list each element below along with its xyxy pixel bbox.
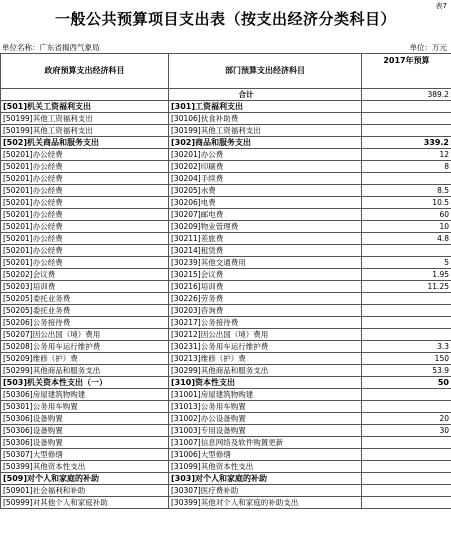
dept-item-cell: [31003]专用设备购置 (169, 425, 362, 437)
gov-item-cell: [50201]办公经费 (1, 245, 169, 257)
table-row (1, 389, 451, 401)
table-row (1, 209, 451, 221)
amount-cell (362, 293, 451, 305)
total-amount: 389.2 (362, 89, 451, 101)
dept-item-cell: [30214]租赁费 (169, 245, 362, 257)
dept-item-cell: [30239]其他交通费用 (169, 257, 362, 269)
dept-item-cell: [30204]手续费 (169, 173, 362, 185)
table-row (1, 281, 451, 293)
table-row (1, 125, 451, 137)
dept-item-cell: [30201]办公费 (169, 149, 362, 161)
table-row (1, 329, 451, 341)
gov-item-cell: [50901]社会福利和补助 (1, 485, 169, 497)
dept-item-cell: [31013]公务用车购置 (169, 401, 362, 413)
dept-item-cell: [30399]其他对个人和家庭的补助支出 (169, 497, 362, 509)
amount-cell (362, 449, 451, 461)
gov-item-cell: [50307]大型修缮 (1, 449, 169, 461)
amount-cell (362, 305, 451, 317)
dept-item-cell: [310]资本性支出 (169, 377, 362, 389)
gov-item-cell: [50201]办公经费 (1, 209, 169, 221)
table-row (1, 197, 451, 209)
gov-column-header: 政府预算支出经济科目 (1, 54, 169, 89)
amount-cell (362, 173, 451, 185)
gov-item-cell: [50208]公务用车运行维护费 (1, 341, 169, 353)
table-row (1, 485, 451, 497)
table-row (1, 149, 451, 161)
amount-cell (362, 389, 451, 401)
amount-cell (362, 485, 451, 497)
dept-item-cell: [30299]其他商品和服务支出 (169, 365, 362, 377)
gov-item-cell: [50203]培训费 (1, 281, 169, 293)
amount-cell: 10 (362, 221, 451, 233)
page-title: 一般公共预算项目支出表（按支出经济分类科目） (54, 10, 396, 28)
gov-item-cell: [50199]其他工资福利支出 (1, 125, 169, 137)
dept-item-cell: [30215]会议费 (169, 269, 362, 281)
dept-item-cell: [30216]培训费 (169, 281, 362, 293)
dept-item-cell: [31007]信息网络及软件购置更新 (169, 437, 362, 449)
dept-item-cell: [30213]维修（护）费 (169, 353, 362, 365)
gov-item-cell: [50399]其他资本性支出 (1, 461, 169, 473)
amount-cell: 30 (362, 425, 451, 437)
gov-item-cell: [50201]办公经费 (1, 173, 169, 185)
dept-item-cell: [30211]差旅费 (169, 233, 362, 245)
amount-cell: 4.8 (362, 233, 451, 245)
amount-cell: 12 (362, 149, 451, 161)
dept-item-cell: [30212]因公出国（境）费用 (169, 329, 362, 341)
gov-item-cell: [50207]因公出国（境）费用 (1, 329, 169, 341)
gov-item-cell: [50201]办公经费 (1, 197, 169, 209)
table-row (1, 185, 451, 197)
gov-item-cell: [50201]办公经费 (1, 149, 169, 161)
amount-cell: 3.3 (362, 341, 451, 353)
dept-item-cell: [30207]邮电费 (169, 209, 362, 221)
amount-cell (362, 497, 451, 509)
dept-item-cell: [30209]物业管理费 (169, 221, 362, 233)
dept-item-cell: [302]商品和服务支出 (169, 137, 362, 149)
table-row (1, 113, 451, 125)
dept-item-cell: [303]对个人和家庭的补助 (169, 473, 362, 485)
table-row (1, 305, 451, 317)
gov-item-cell: [50206]公务接待费 (1, 317, 169, 329)
amount-cell (362, 245, 451, 257)
amount-cell (362, 101, 451, 113)
dept-item-cell: [301]工资福利支出 (169, 101, 362, 113)
total-empty-cell (1, 89, 169, 101)
gov-item-cell: [50306]房屋建筑物购建 (1, 389, 169, 401)
dept-item-cell: [30202]印刷费 (169, 161, 362, 173)
gov-item-cell: [503]机关资本性支出（一） (1, 377, 169, 389)
dept-item-cell: [30206]电费 (169, 197, 362, 209)
amount-cell: 5 (362, 257, 451, 269)
category-row (1, 101, 451, 113)
table-row (1, 425, 451, 437)
table-row (1, 257, 451, 269)
gov-item-cell: [50201]办公经费 (1, 185, 169, 197)
table-row (1, 413, 451, 425)
table-row (1, 353, 451, 365)
table-row (1, 245, 451, 257)
amount-cell: 53.9 (362, 365, 451, 377)
gov-item-cell: [50306]设备购置 (1, 425, 169, 437)
dept-item-cell: [30226]劳务费 (169, 293, 362, 305)
amount-cell: 50 (362, 377, 451, 389)
amount-cell: 8.5 (362, 185, 451, 197)
expenditure-table (0, 53, 451, 509)
gov-item-cell: [50202]会议费 (1, 269, 169, 281)
amount-cell: 8 (362, 161, 451, 173)
table-row (1, 317, 451, 329)
gov-item-cell: [50201]办公经费 (1, 161, 169, 173)
total-label: 合计 (169, 89, 362, 101)
table-row (1, 221, 451, 233)
total-row (1, 89, 451, 101)
gov-item-cell: [50301]公务用车购置 (1, 401, 169, 413)
gov-item-cell: [50306]设备购置 (1, 437, 169, 449)
gov-item-cell: [50205]委托业务费 (1, 305, 169, 317)
dept-item-cell: [30231]公务用车运行维护费 (169, 341, 362, 353)
amount-cell (362, 437, 451, 449)
table-row (1, 461, 451, 473)
dept-item-cell: [30199]其他工资福利支出 (169, 125, 362, 137)
gov-item-cell: [50199]其他工资福利支出 (1, 113, 169, 125)
gov-item-cell: [509]对个人和家庭的补助 (1, 473, 169, 485)
table-row (1, 233, 451, 245)
gov-item-cell: [502]机关商品和服务支出 (1, 137, 169, 149)
table-row (1, 437, 451, 449)
table-row (1, 293, 451, 305)
category-row (1, 473, 451, 485)
gov-item-cell: [50201]办公经费 (1, 257, 169, 269)
dept-column-header: 部门预算支出经济科目 (169, 54, 362, 89)
category-row (1, 377, 451, 389)
dept-item-cell: [30106]伙食补助费 (169, 113, 362, 125)
table-header-row (1, 54, 451, 89)
category-row (1, 137, 451, 149)
amount-cell (362, 317, 451, 329)
table-row (1, 449, 451, 461)
amount-cell: 1.95 (362, 269, 451, 281)
amount-cell: 339.2 (362, 137, 451, 149)
amount-cell (362, 473, 451, 485)
dept-item-cell: [30307]医疗费补助 (169, 485, 362, 497)
dept-item-cell: [31001]房屋建筑物购建 (169, 389, 362, 401)
amount-cell: 150 (362, 353, 451, 365)
amount-cell: 20 (362, 413, 451, 425)
amount-cell (362, 113, 451, 125)
unit-name-label: 单位名称：广东省揭西气象局 (2, 43, 100, 52)
amount-cell: 10.5 (362, 197, 451, 209)
amount-cell (362, 329, 451, 341)
gov-item-cell: [50209]维修（护）费 (1, 353, 169, 365)
currency-unit-label: 单位：万元 (409, 43, 447, 52)
dept-item-cell: [31002]办公设备购置 (169, 413, 362, 425)
gov-item-cell: [50999]对其他个人和家庭补助 (1, 497, 169, 509)
table-row (1, 401, 451, 413)
dept-item-cell: [30205]水费 (169, 185, 362, 197)
gov-item-cell: [501]机关工资福利支出 (1, 101, 169, 113)
table-row (1, 497, 451, 509)
dept-item-cell: [30217]公务接待费 (169, 317, 362, 329)
gov-item-cell: [50306]设备购置 (1, 413, 169, 425)
amount-cell: 11.25 (362, 281, 451, 293)
table-row (1, 161, 451, 173)
gov-item-cell: [50299]其他商品和服务支出 (1, 365, 169, 377)
dept-item-cell: [31006]大型修缮 (169, 449, 362, 461)
table-row (1, 341, 451, 353)
gov-item-cell: [50205]委托业务费 (1, 293, 169, 305)
table-row (1, 269, 451, 281)
budget-column-header: 2017年预算 (362, 54, 451, 89)
amount-cell (362, 461, 451, 473)
amount-cell (362, 125, 451, 137)
gov-item-cell: [50201]办公经费 (1, 233, 169, 245)
dept-item-cell: [31099]其他资本性支出 (169, 461, 362, 473)
dept-item-cell: [30203]咨询费 (169, 305, 362, 317)
amount-cell: 60 (362, 209, 451, 221)
table-row (1, 173, 451, 185)
table-number-label: 表7 (435, 2, 447, 10)
amount-cell (362, 401, 451, 413)
gov-item-cell: [50201]办公经费 (1, 221, 169, 233)
table-row (1, 365, 451, 377)
